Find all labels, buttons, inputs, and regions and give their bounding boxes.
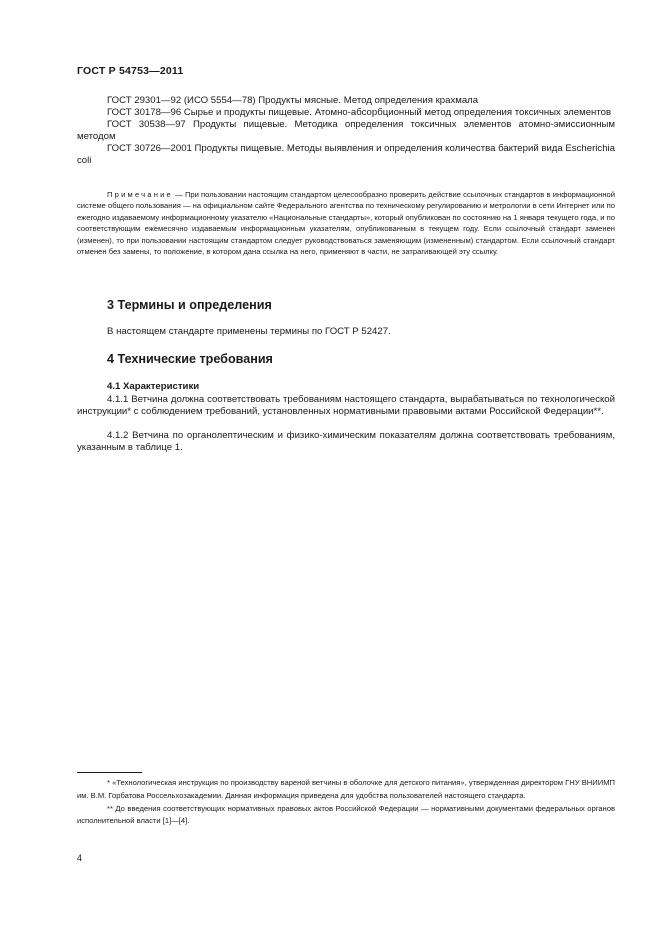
normative-references-list	[77, 95, 615, 167]
footnotes	[77, 777, 615, 828]
page-number: 4	[77, 853, 83, 863]
document-header: ГОСТ Р 54753—2011	[77, 65, 184, 77]
references-note	[77, 189, 615, 257]
note-label: Примечание	[107, 190, 173, 199]
reference-item: ГОСТ 29301—92 (ИСО 5554—78) Продукты мясные. Метод определения крахмала	[107, 95, 479, 106]
note-text: — При пользовании настоящим стандартом целесообразно проверить действие ссылочных стандартов в информационной системе общего пользования — на официальном сайте Федерального агентства по техническому регулированию и метрологии в сети Интернет или по ежегодно издаваемому информационному указателю «Национальные стандарты», который опубликован по состоянию на 1 января текущего года, и по соответствующим ежемесячно издаваемым информационным указателям, опубликованным в текущем году. Если ссылочный стандарт заменен (изменен), то при пользовании настоящим стандартом следует руководствоваться заменяющим (измененным) стандартом. Если ссылочный стандарт отменен без замены, то положение, в котором дана ссылка на него, применяют в части, не затрагивающей эту ссылку.	[77, 190, 615, 257]
clause-4-1-2: 4.1.2 Ветчина по органолептическим и физико-химическим показателям должна соответствовать требованиям, указанным в таблице 1.	[77, 430, 615, 453]
reference-item: ГОСТ 30538—97 Продукты пищевые. Методика определения токсичных элементов атомно-эмиссионным методом	[77, 119, 615, 142]
clause-4-1-1: 4.1.1 Ветчина должна соответствовать требованиям настоящего стандарта, вырабатываться по технологической инструкции* с соблюдением требований, установленных нормативными правовыми актами Российской Федерации**.	[77, 394, 615, 417]
footnote-divider	[77, 772, 142, 773]
subsection-4-1-title: 4.1 Характеристики	[107, 381, 200, 392]
section-3-title: 3 Термины и определения	[107, 298, 272, 312]
reference-item: ГОСТ 30726—2001 Продукты пищевые. Методы выявления и определения количества бактерий вида Escherichia coli	[77, 143, 615, 166]
footnote-item: ** До введения соответствующих нормативных правовых актов Российской Федерации — нормативными документами федеральных органов исполнительной власти [1]—[4].	[77, 803, 615, 826]
section-4-title: 4 Технические требования	[107, 352, 273, 366]
reference-item: ГОСТ 30178—96 Сырье и продукты пищевые. Атомно-абсорбционный метод определения токсичных элементов	[107, 107, 612, 118]
footnote-item: * «Технологическая инструкция по производству вареной ветчины в оболочке для детского питания», утвержденная директором ГНУ ВНИИМП им. В.М. Горбатова Россельхозакадемии. Данная информация приведена для удобства пользователей настоящего стандарта.	[77, 778, 615, 800]
section-3-text: В настоящем стандарте применены термины по ГОСТ Р 52427.	[107, 326, 391, 337]
